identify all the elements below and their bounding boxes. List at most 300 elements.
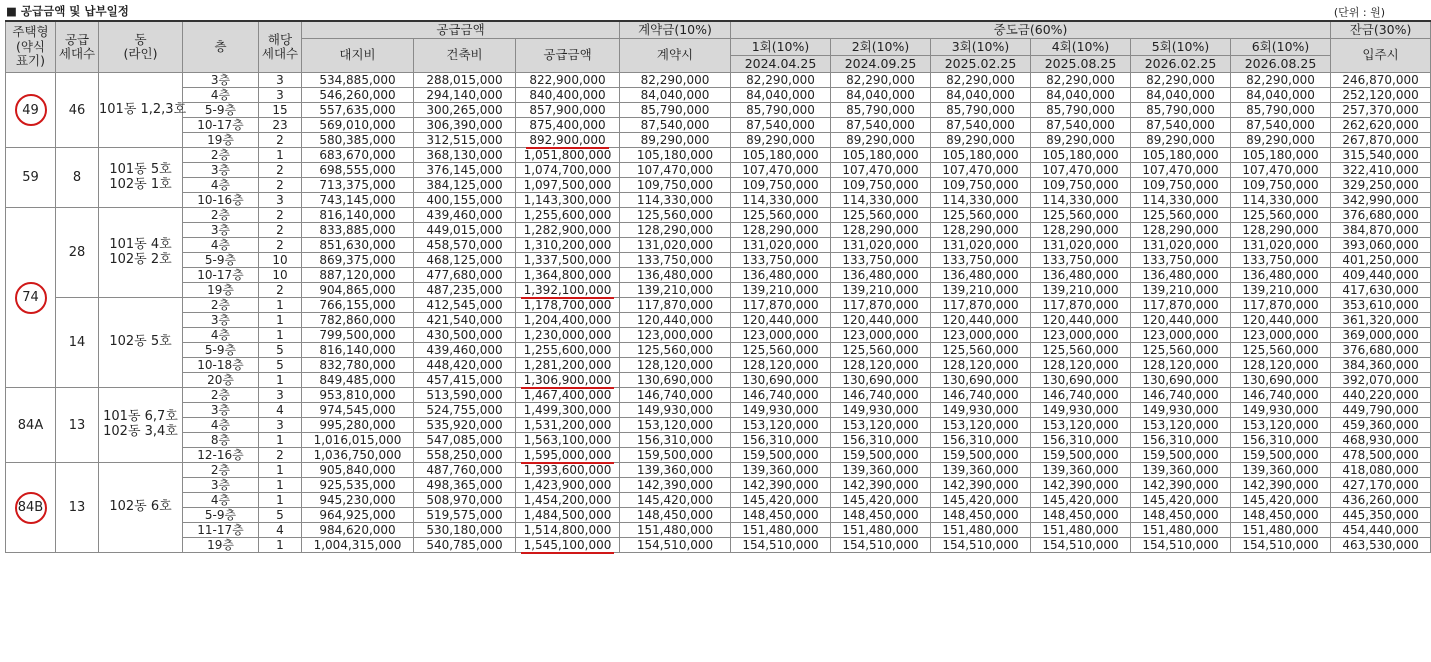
middle-payment-cell: 128,120,000 — [1031, 358, 1131, 373]
land-cost-cell: 698,555,000 — [302, 163, 414, 178]
middle-payment-cell: 139,360,000 — [731, 463, 831, 478]
supply-price-cell: 1,484,500,000 — [516, 508, 620, 523]
applicable-units-cell: 5 — [259, 343, 302, 358]
middle-payment-cell: 109,750,000 — [1131, 178, 1231, 193]
middle-payment-cell: 125,560,000 — [1231, 208, 1331, 223]
supply-price-cell: 1,074,700,000 — [516, 163, 620, 178]
land-cost-cell: 1,016,015,000 — [302, 433, 414, 448]
middle-payment-cell: 131,020,000 — [1231, 238, 1331, 253]
middle-payment-cell: 146,740,000 — [931, 388, 1031, 403]
supply-price-cell: 822,900,000 — [516, 73, 620, 88]
building-cost-cell: 524,755,000 — [414, 403, 516, 418]
building-cost-cell: 558,250,000 — [414, 448, 516, 463]
middle-payment-cell: 153,120,000 — [831, 418, 931, 433]
land-cost-cell: 905,840,000 — [302, 463, 414, 478]
floor-cell: 20층 — [183, 373, 259, 388]
floor-cell: 19층 — [183, 538, 259, 553]
middle-payment-cell: 84,040,000 — [931, 88, 1031, 103]
dong-cell — [99, 208, 183, 298]
table-row — [6, 433, 1431, 448]
building-cost-cell: 421,540,000 — [414, 313, 516, 328]
supply-price-cell: 1,282,900,000 — [516, 223, 620, 238]
supply-price-value: 1,545,100,000 — [521, 538, 615, 554]
land-cost-cell: 546,260,000 — [302, 88, 414, 103]
middle-payment-cell: 151,480,000 — [1131, 523, 1231, 538]
building-cost-cell: 300,265,000 — [414, 103, 516, 118]
deposit-cell: 120,440,000 — [620, 313, 731, 328]
middle-payment-cell: 142,390,000 — [731, 478, 831, 493]
deposit-cell: 148,450,000 — [620, 508, 731, 523]
middle-payment-cell: 117,870,000 — [1031, 298, 1131, 313]
middle-payment-cell: 87,540,000 — [931, 118, 1031, 133]
floor-cell: 5-9층 — [183, 253, 259, 268]
floor-cell: 19층 — [183, 283, 259, 298]
floor-cell: 5-9층 — [183, 508, 259, 523]
middle-payment-cell: 142,390,000 — [931, 478, 1031, 493]
middle-payment-cell: 146,740,000 — [731, 388, 831, 403]
supply-price-cell: 840,400,000 — [516, 88, 620, 103]
header-deposit-sub: 계약시 — [620, 39, 731, 73]
middle-payment-cell: 136,480,000 — [1131, 268, 1231, 283]
floor-cell: 2층 — [183, 148, 259, 163]
middle-payment-cell: 154,510,000 — [731, 538, 831, 553]
header-middle-1-date: 2024.04.25 — [731, 56, 831, 73]
supply-price-cell: 1,097,500,000 — [516, 178, 620, 193]
applicable-units-cell: 3 — [259, 418, 302, 433]
supply-price-cell: 1,467,400,000 — [516, 388, 620, 403]
housing-type-label: 84A — [17, 417, 44, 433]
building-cost-cell: 513,590,000 — [414, 388, 516, 403]
middle-payment-cell: 153,120,000 — [731, 418, 831, 433]
type-cell — [6, 208, 56, 388]
land-cost-cell: 1,036,750,000 — [302, 448, 414, 463]
applicable-units-cell: 3 — [259, 388, 302, 403]
building-cost-cell: 412,545,000 — [414, 298, 516, 313]
middle-payment-cell: 131,020,000 — [931, 238, 1031, 253]
deposit-cell: 85,790,000 — [620, 103, 731, 118]
deposit-cell: 107,470,000 — [620, 163, 731, 178]
middle-payment-cell: 85,790,000 — [1031, 103, 1131, 118]
supply-price-value: 1,595,000,000 — [521, 448, 615, 464]
middle-payment-cell: 148,450,000 — [831, 508, 931, 523]
applicable-units-cell: 15 — [259, 103, 302, 118]
middle-payment-cell: 133,750,000 — [1031, 253, 1131, 268]
header-middle-3-date: 2025.02.25 — [931, 56, 1031, 73]
header-middle-4-date: 2025.08.25 — [1031, 56, 1131, 73]
land-cost-cell: 782,860,000 — [302, 313, 414, 328]
table-row — [6, 283, 1431, 298]
applicable-units-cell: 1 — [259, 328, 302, 343]
header-floor: 층 — [183, 21, 259, 73]
middle-payment-cell: 85,790,000 — [731, 103, 831, 118]
middle-payment-cell: 136,480,000 — [1031, 268, 1131, 283]
building-cost-cell: 487,235,000 — [414, 283, 516, 298]
table-row — [6, 373, 1431, 388]
middle-payment-cell: 109,750,000 — [1231, 178, 1331, 193]
middle-payment-cell: 149,930,000 — [831, 403, 931, 418]
middle-payment-cell: 156,310,000 — [1231, 433, 1331, 448]
middle-payment-cell: 130,690,000 — [731, 373, 831, 388]
applicable-units-cell: 3 — [259, 88, 302, 103]
middle-payment-cell: 131,020,000 — [831, 238, 931, 253]
middle-payment-cell: 146,740,000 — [1031, 388, 1131, 403]
middle-payment-cell: 146,740,000 — [831, 388, 931, 403]
middle-payment-cell: 156,310,000 — [1031, 433, 1131, 448]
units-cell: 46 — [56, 73, 99, 148]
deposit-cell: 123,000,000 — [620, 328, 731, 343]
middle-payment-cell: 136,480,000 — [931, 268, 1031, 283]
table-row — [6, 148, 1431, 163]
deposit-cell: 133,750,000 — [620, 253, 731, 268]
middle-payment-cell: 105,180,000 — [1231, 148, 1331, 163]
supply-price-cell: 1,230,000,000 — [516, 328, 620, 343]
balance-cell: 376,680,000 — [1331, 208, 1431, 223]
middle-payment-cell: 154,510,000 — [931, 538, 1031, 553]
table-row — [6, 313, 1431, 328]
land-cost-cell: 557,635,000 — [302, 103, 414, 118]
dong-label: 102동 6호 — [109, 499, 172, 515]
middle-payment-cell: 145,420,000 — [1131, 493, 1231, 508]
table-row — [6, 73, 1431, 88]
middle-payment-cell: 139,210,000 — [931, 283, 1031, 298]
table-row — [6, 268, 1431, 283]
middle-payment-cell: 130,690,000 — [1131, 373, 1231, 388]
middle-payment-cell: 87,540,000 — [1131, 118, 1231, 133]
land-cost-cell: 580,385,000 — [302, 133, 414, 148]
dong-label: 101동 6,7호 102동 3,4호 — [103, 409, 178, 439]
housing-type-label: 59 — [22, 170, 39, 185]
deposit-cell: 125,560,000 — [620, 343, 731, 358]
middle-payment-cell: 131,020,000 — [1131, 238, 1231, 253]
deposit-cell: 146,740,000 — [620, 388, 731, 403]
middle-payment-cell: 151,480,000 — [731, 523, 831, 538]
middle-payment-cell: 105,180,000 — [831, 148, 931, 163]
land-cost-cell: 832,780,000 — [302, 358, 414, 373]
housing-type-label: 74 — [15, 282, 47, 314]
middle-payment-cell: 87,540,000 — [1231, 118, 1331, 133]
building-cost-cell: 384,125,000 — [414, 178, 516, 193]
building-cost-cell: 487,760,000 — [414, 463, 516, 478]
balance-cell: 384,360,000 — [1331, 358, 1431, 373]
land-cost-cell: 974,545,000 — [302, 403, 414, 418]
table-row — [6, 88, 1431, 103]
building-cost-cell: 439,460,000 — [414, 343, 516, 358]
middle-payment-cell: 154,510,000 — [1031, 538, 1131, 553]
table-row — [6, 508, 1431, 523]
table-row — [6, 493, 1431, 508]
middle-payment-cell: 125,560,000 — [731, 343, 831, 358]
dong-cell — [99, 298, 183, 388]
table-row — [6, 328, 1431, 343]
table-row — [6, 358, 1431, 373]
balance-cell: 257,370,000 — [1331, 103, 1431, 118]
supply-price-cell: 875,400,000 — [516, 118, 620, 133]
middle-payment-cell: 156,310,000 — [831, 433, 931, 448]
middle-payment-cell: 114,330,000 — [1131, 193, 1231, 208]
middle-payment-cell: 159,500,000 — [731, 448, 831, 463]
middle-payment-cell: 117,870,000 — [931, 298, 1031, 313]
deposit-cell: 154,510,000 — [620, 538, 731, 553]
land-cost-cell: 534,885,000 — [302, 73, 414, 88]
header-dong: 동 (라인) — [99, 21, 183, 73]
floor-cell: 4층 — [183, 178, 259, 193]
floor-cell: 3층 — [183, 163, 259, 178]
table-row — [6, 208, 1431, 223]
supply-price-cell: 857,900,000 — [516, 103, 620, 118]
deposit-cell: 89,290,000 — [620, 133, 731, 148]
middle-payment-cell: 154,510,000 — [1231, 538, 1331, 553]
middle-payment-cell: 139,360,000 — [1031, 463, 1131, 478]
unit-note: (단위 : 원) — [1333, 6, 1385, 19]
balance-cell: 436,260,000 — [1331, 493, 1431, 508]
middle-payment-cell: 130,690,000 — [931, 373, 1031, 388]
table-row — [6, 118, 1431, 133]
land-cost-cell: 945,230,000 — [302, 493, 414, 508]
middle-payment-cell: 128,290,000 — [1231, 223, 1331, 238]
middle-payment-cell: 125,560,000 — [1131, 208, 1231, 223]
land-cost-cell: 995,280,000 — [302, 418, 414, 433]
deposit-cell: 153,120,000 — [620, 418, 731, 433]
table-row — [6, 163, 1431, 178]
header-land: 대지비 — [302, 39, 414, 73]
dong-cell — [99, 73, 187, 148]
middle-payment-cell: 154,510,000 — [831, 538, 931, 553]
middle-payment-cell: 151,480,000 — [1031, 523, 1131, 538]
units-cell: 28 — [56, 208, 99, 298]
middle-payment-cell: 149,930,000 — [931, 403, 1031, 418]
middle-payment-cell: 125,560,000 — [1031, 343, 1131, 358]
applicable-units-cell: 1 — [259, 463, 302, 478]
housing-type-label: 49 — [15, 94, 47, 126]
building-cost-cell: 430,500,000 — [414, 328, 516, 343]
balance-cell: 409,440,000 — [1331, 268, 1431, 283]
middle-payment-cell: 131,020,000 — [731, 238, 831, 253]
middle-payment-cell: 128,290,000 — [931, 223, 1031, 238]
land-cost-cell: 816,140,000 — [302, 343, 414, 358]
floor-cell: 12-16층 — [183, 448, 259, 463]
header-middle-group: 중도금(60%) — [731, 21, 1331, 39]
balance-cell: 417,630,000 — [1331, 283, 1431, 298]
middle-payment-cell: 146,740,000 — [1131, 388, 1231, 403]
middle-payment-cell: 105,180,000 — [931, 148, 1031, 163]
applicable-units-cell: 5 — [259, 358, 302, 373]
middle-payment-cell: 125,560,000 — [731, 208, 831, 223]
middle-payment-cell: 84,040,000 — [831, 88, 931, 103]
middle-payment-cell: 109,750,000 — [931, 178, 1031, 193]
balance-cell: 449,790,000 — [1331, 403, 1431, 418]
middle-payment-cell: 133,750,000 — [1231, 253, 1331, 268]
middle-payment-cell: 128,120,000 — [1131, 358, 1231, 373]
balance-cell: 329,250,000 — [1331, 178, 1431, 193]
middle-payment-cell: 120,440,000 — [731, 313, 831, 328]
middle-payment-cell: 139,360,000 — [931, 463, 1031, 478]
land-cost-cell: 766,155,000 — [302, 298, 414, 313]
units-cell: 13 — [56, 388, 99, 463]
middle-payment-cell: 117,870,000 — [731, 298, 831, 313]
applicable-units-cell: 2 — [259, 178, 302, 193]
middle-payment-cell: 136,480,000 — [1231, 268, 1331, 283]
applicable-units-cell: 1 — [259, 298, 302, 313]
deposit-cell: 151,480,000 — [620, 523, 731, 538]
middle-payment-cell: 107,470,000 — [831, 163, 931, 178]
deposit-cell: 82,290,000 — [620, 73, 731, 88]
middle-payment-cell: 128,290,000 — [831, 223, 931, 238]
supply-price-cell — [516, 448, 620, 463]
applicable-units-cell: 2 — [259, 448, 302, 463]
applicable-units-cell: 2 — [259, 208, 302, 223]
middle-payment-cell: 149,930,000 — [731, 403, 831, 418]
middle-payment-cell: 151,480,000 — [831, 523, 931, 538]
middle-payment-cell: 117,870,000 — [1231, 298, 1331, 313]
middle-payment-cell: 153,120,000 — [1031, 418, 1131, 433]
middle-payment-cell: 139,360,000 — [1131, 463, 1231, 478]
building-cost-cell: 540,785,000 — [414, 538, 516, 553]
applicable-units-cell: 1 — [259, 373, 302, 388]
supply-price-value: 1,392,100,000 — [521, 283, 615, 299]
units-cell: 14 — [56, 298, 99, 388]
middle-payment-cell: 82,290,000 — [731, 73, 831, 88]
middle-payment-cell: 105,180,000 — [731, 148, 831, 163]
balance-cell: 252,120,000 — [1331, 88, 1431, 103]
applicable-units-cell: 1 — [259, 493, 302, 508]
middle-payment-cell: 133,750,000 — [931, 253, 1031, 268]
middle-payment-cell: 151,480,000 — [931, 523, 1031, 538]
middle-payment-cell: 139,360,000 — [831, 463, 931, 478]
floor-cell: 5-9층 — [183, 103, 259, 118]
middle-payment-cell: 107,470,000 — [931, 163, 1031, 178]
middle-payment-cell: 139,210,000 — [831, 283, 931, 298]
middle-payment-cell: 133,750,000 — [731, 253, 831, 268]
middle-payment-cell: 89,290,000 — [1131, 133, 1231, 148]
middle-payment-cell: 146,740,000 — [1231, 388, 1331, 403]
table-row — [6, 178, 1431, 193]
floor-cell: 3층 — [183, 403, 259, 418]
middle-payment-cell: 87,540,000 — [1031, 118, 1131, 133]
middle-payment-cell: 142,390,000 — [1031, 478, 1131, 493]
balance-cell: 418,080,000 — [1331, 463, 1431, 478]
floor-cell: 5-9층 — [183, 343, 259, 358]
deposit-cell: 114,330,000 — [620, 193, 731, 208]
middle-payment-cell: 133,750,000 — [831, 253, 931, 268]
middle-payment-cell: 89,290,000 — [731, 133, 831, 148]
header-deposit-group: 계약금(10%) — [620, 21, 731, 39]
building-cost-cell: 288,015,000 — [414, 73, 516, 88]
land-cost-cell: 816,140,000 — [302, 208, 414, 223]
middle-payment-cell: 105,180,000 — [1131, 148, 1231, 163]
applicable-units-cell: 5 — [259, 508, 302, 523]
table-row — [6, 403, 1431, 418]
applicable-units-cell: 4 — [259, 523, 302, 538]
supply-price-cell: 1,143,300,000 — [516, 193, 620, 208]
table-row — [6, 103, 1431, 118]
land-cost-cell: 925,535,000 — [302, 478, 414, 493]
supply-price-cell — [516, 373, 620, 388]
middle-payment-cell: 128,290,000 — [1131, 223, 1231, 238]
middle-payment-cell: 133,750,000 — [1131, 253, 1231, 268]
balance-cell: 392,070,000 — [1331, 373, 1431, 388]
middle-payment-cell: 120,440,000 — [931, 313, 1031, 328]
header-supply-price: 공급금액 — [516, 39, 620, 73]
deposit-cell: 156,310,000 — [620, 433, 731, 448]
floor-cell: 3층 — [183, 478, 259, 493]
middle-payment-cell: 114,330,000 — [1231, 193, 1331, 208]
middle-payment-cell: 117,870,000 — [831, 298, 931, 313]
balance-cell: 361,320,000 — [1331, 313, 1431, 328]
land-cost-cell: 953,810,000 — [302, 388, 414, 403]
middle-payment-cell: 156,310,000 — [931, 433, 1031, 448]
supply-price-cell: 1,255,600,000 — [516, 343, 620, 358]
middle-payment-cell: 114,330,000 — [1031, 193, 1131, 208]
middle-payment-cell: 85,790,000 — [931, 103, 1031, 118]
supply-price-cell: 1,310,200,000 — [516, 238, 620, 253]
type-cell — [6, 463, 56, 553]
middle-payment-cell: 84,040,000 — [1031, 88, 1131, 103]
balance-cell: 315,540,000 — [1331, 148, 1431, 163]
building-cost-cell: 498,365,000 — [414, 478, 516, 493]
supply-price-cell — [516, 133, 620, 148]
middle-payment-cell: 148,450,000 — [931, 508, 1031, 523]
balance-cell: 463,530,000 — [1331, 538, 1431, 553]
middle-payment-cell: 125,560,000 — [1131, 343, 1231, 358]
middle-payment-cell: 142,390,000 — [1131, 478, 1231, 493]
table-row — [6, 133, 1431, 148]
middle-payment-cell: 145,420,000 — [1231, 493, 1331, 508]
balance-cell: 353,610,000 — [1331, 298, 1431, 313]
middle-payment-cell: 145,420,000 — [831, 493, 931, 508]
land-cost-cell: 1,004,315,000 — [302, 538, 414, 553]
land-cost-cell: 743,145,000 — [302, 193, 414, 208]
applicable-units-cell: 1 — [259, 478, 302, 493]
supply-price-cell: 1,337,500,000 — [516, 253, 620, 268]
balance-cell: 262,620,000 — [1331, 118, 1431, 133]
applicable-units-cell: 4 — [259, 403, 302, 418]
building-cost-cell: 508,970,000 — [414, 493, 516, 508]
header-middle-2: 2회(10%) — [831, 39, 931, 56]
building-cost-cell: 294,140,000 — [414, 88, 516, 103]
balance-cell: 369,000,000 — [1331, 328, 1431, 343]
table-row — [6, 343, 1431, 358]
applicable-units-cell: 1 — [259, 313, 302, 328]
header-balance-group: 잔금(30%) — [1331, 21, 1431, 39]
middle-payment-cell: 89,290,000 — [831, 133, 931, 148]
table-row — [6, 238, 1431, 253]
middle-payment-cell: 159,500,000 — [931, 448, 1031, 463]
middle-payment-cell: 145,420,000 — [931, 493, 1031, 508]
floor-cell: 10-18층 — [183, 358, 259, 373]
middle-payment-cell: 120,440,000 — [1231, 313, 1331, 328]
middle-payment-cell: 149,930,000 — [1231, 403, 1331, 418]
deposit-cell: 149,930,000 — [620, 403, 731, 418]
supply-price-cell: 1,204,400,000 — [516, 313, 620, 328]
middle-payment-cell: 82,290,000 — [831, 73, 931, 88]
deposit-cell: 130,690,000 — [620, 373, 731, 388]
middle-payment-cell: 125,560,000 — [831, 208, 931, 223]
table-row — [6, 418, 1431, 433]
housing-type-label: 84B — [15, 492, 47, 524]
floor-cell: 10-17층 — [183, 268, 259, 283]
building-cost-cell: 457,415,000 — [414, 373, 516, 388]
middle-payment-cell: 84,040,000 — [731, 88, 831, 103]
table-row — [6, 223, 1431, 238]
middle-payment-cell: 128,120,000 — [731, 358, 831, 373]
middle-payment-cell: 82,290,000 — [1231, 73, 1331, 88]
building-cost-cell: 439,460,000 — [414, 208, 516, 223]
land-cost-cell: 799,500,000 — [302, 328, 414, 343]
middle-payment-cell: 87,540,000 — [731, 118, 831, 133]
middle-payment-cell: 85,790,000 — [831, 103, 931, 118]
building-cost-cell: 368,130,000 — [414, 148, 516, 163]
balance-cell: 445,350,000 — [1331, 508, 1431, 523]
